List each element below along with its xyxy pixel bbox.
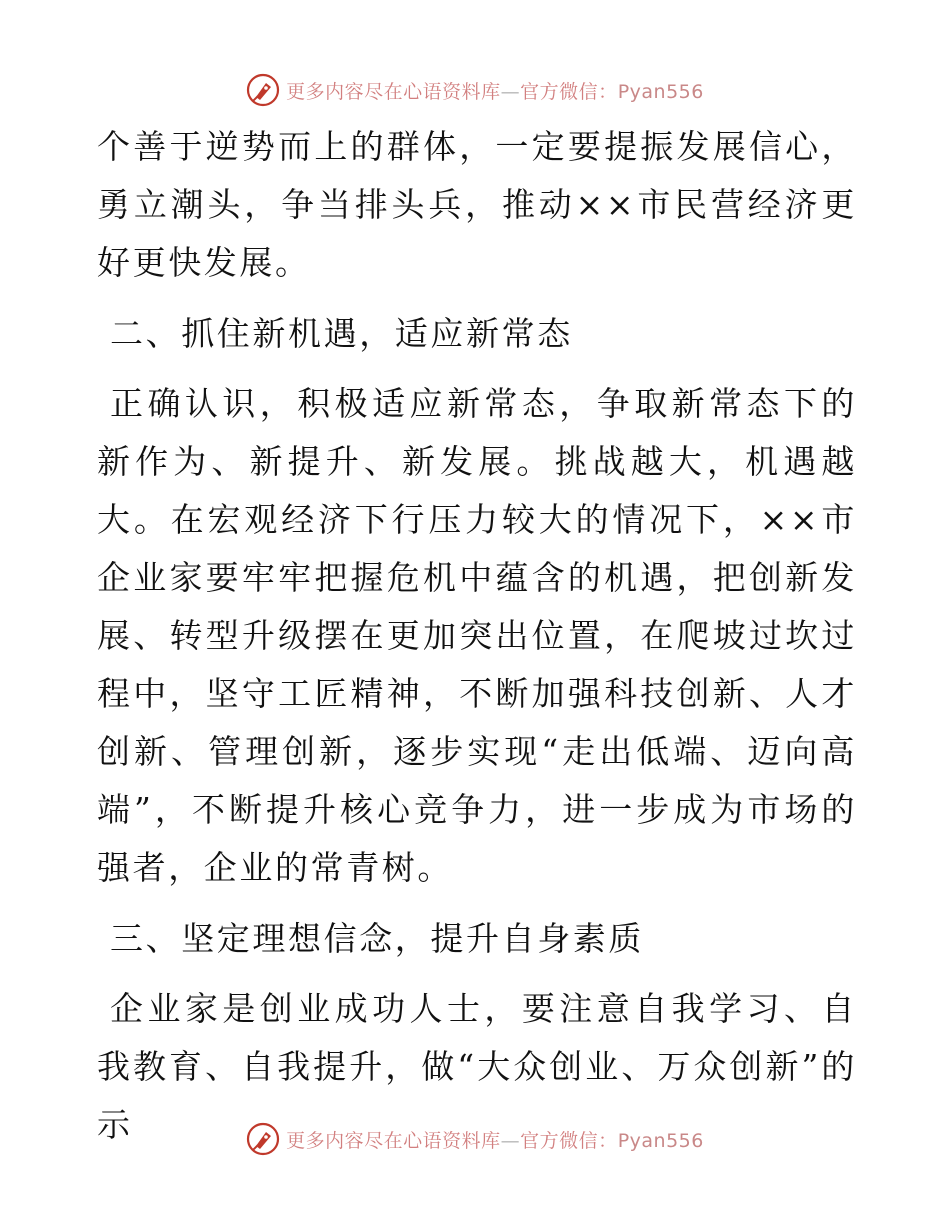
watermark-wechat-id: Pyan556 bbox=[617, 1129, 704, 1152]
watermark-brand: 更多内容尽在心语资料库 bbox=[286, 1129, 501, 1152]
header-watermark bbox=[0, 68, 950, 112]
pen-nib-logo-icon bbox=[246, 1122, 280, 1156]
watermark-official: 官方微信： bbox=[520, 80, 618, 103]
watermark-separator: — bbox=[500, 80, 521, 103]
footer-watermark bbox=[0, 1117, 950, 1161]
section-heading-2: 二、抓住新机遇，适应新常态 bbox=[110, 314, 573, 353]
watermark-brand: 更多内容尽在心语资料库 bbox=[286, 80, 501, 103]
paragraph-section-2: 正确认识，积极适应新常态，争取新常态下的新作为、新提升、新发展。挑战越大，机遇越大。在宏观经济下行压力较大的情况下，××市企业家要牢牢把握危机中蕴含的机遇，把创新发展、转型升级摆在更加突出位置，在爬坡过坎过程中，坚守工匠精神，不断加强科技创新、人才创新、管理创新，逐步实现“走出低端、迈向高端”，不断提升核心竞争力，进一步成为市场的强者，企业的常青树。 bbox=[97, 384, 857, 887]
watermark-separator: — bbox=[500, 1129, 521, 1152]
paragraph-continuation: 个善于逆势而上的群体，一定要提振发展信心，勇立潮头，争当排头兵，推动××市民营经济更好更快发展。 bbox=[97, 127, 857, 282]
watermark-text bbox=[286, 77, 704, 104]
watermark-text bbox=[286, 1126, 704, 1153]
watermark-official: 官方微信： bbox=[520, 1129, 618, 1152]
pen-nib-logo-icon bbox=[246, 73, 280, 107]
watermark-wechat-id: Pyan556 bbox=[617, 80, 704, 103]
section-heading-3: 三、坚定理想信念，提升自身素质 bbox=[110, 919, 644, 958]
paragraph-section-3: 企业家是创业成功人士，要注意自我学习、自我教育、自我提升，做“大众创业、万众创新”的示 bbox=[97, 989, 857, 1144]
